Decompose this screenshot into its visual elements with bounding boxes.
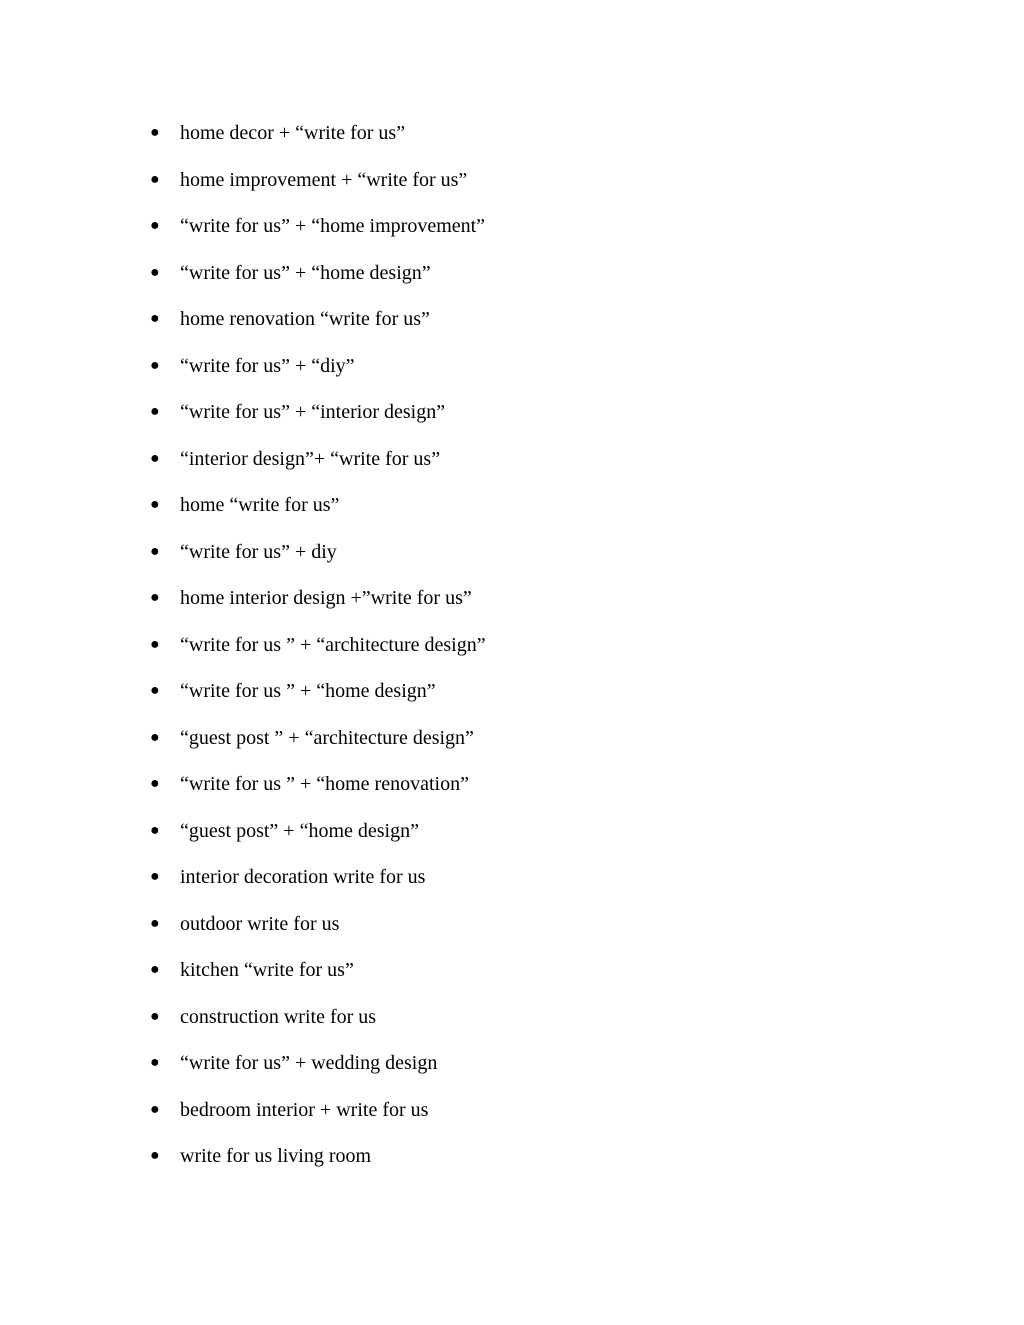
- bullet-dot-icon: ●: [150, 868, 160, 885]
- list-item: [150, 1136, 850, 1183]
- list-item-text: “write for us” + wedding design: [180, 1052, 438, 1074]
- list-item: [150, 811, 850, 858]
- list-item-text: home improvement + “write for us”: [180, 168, 468, 191]
- bullet-dot-icon: ●: [150, 775, 160, 792]
- bullet-dot-icon: ●: [150, 170, 160, 188]
- list-item-text: “write for us” + diy: [180, 540, 337, 563]
- keyword-bullet-list: [150, 113, 850, 1183]
- list-item-text: “guest post” + “home design”: [180, 819, 419, 842]
- list-item-text: home decor + “write for us”: [180, 122, 406, 144]
- bullet-dot-icon: ●: [150, 1147, 160, 1164]
- bullet-dot-icon: ●: [150, 449, 160, 467]
- bullet-dot-icon: ●: [150, 356, 160, 374]
- list-item-text: “write for us” + “home design”: [180, 261, 431, 284]
- list-item: [150, 346, 850, 393]
- list-item: [150, 253, 850, 300]
- list-item: [150, 578, 850, 625]
- list-item: [150, 532, 850, 579]
- list-item-text: “interior design”+ “write for us”: [180, 447, 441, 470]
- bullet-dot-icon: ●: [150, 682, 160, 699]
- list-item-text: “write for us” + “home improvement”: [180, 215, 486, 237]
- bullet-dot-icon: ●: [150, 124, 160, 141]
- list-item-text: bedroom interior + write for us: [180, 1098, 429, 1121]
- list-item-text: outdoor write for us: [180, 912, 340, 935]
- list-item: [150, 857, 850, 904]
- list-item: [150, 485, 850, 532]
- bullet-dot-icon: ●: [150, 961, 160, 978]
- list-item-text: “write for us” + “diy”: [180, 354, 355, 377]
- list-item: [150, 625, 850, 672]
- list-item-text: “write for us” + “interior design”: [180, 401, 446, 423]
- bullet-dot-icon: ●: [150, 1007, 160, 1025]
- list-item: [150, 1043, 850, 1090]
- list-item: [150, 206, 850, 253]
- bullet-dot-icon: ●: [150, 217, 160, 234]
- list-item-text: write for us living room: [180, 1145, 372, 1167]
- bullet-dot-icon: ●: [150, 1054, 160, 1071]
- list-item: [150, 160, 850, 207]
- list-item: [150, 997, 850, 1044]
- bullet-dot-icon: ●: [150, 914, 160, 932]
- list-item: [150, 671, 850, 718]
- list-item: [150, 1090, 850, 1137]
- list-item-text: kitchen “write for us”: [180, 959, 354, 981]
- list-item: [150, 904, 850, 951]
- list-item-text: home renovation “write for us”: [180, 308, 430, 330]
- bullet-dot-icon: ●: [150, 310, 160, 327]
- list-item: [150, 113, 850, 160]
- list-item: [150, 950, 850, 997]
- list-item: [150, 764, 850, 811]
- bullet-dot-icon: ●: [150, 542, 160, 560]
- bullet-dot-icon: ●: [150, 263, 160, 281]
- list-item: [150, 718, 850, 765]
- list-item-text: “write for us ” + “home design”: [180, 680, 436, 702]
- list-item-text: home “write for us”: [180, 494, 340, 516]
- bullet-dot-icon: ●: [150, 403, 160, 420]
- bullet-dot-icon: ●: [150, 496, 160, 513]
- bullet-dot-icon: ●: [150, 1100, 160, 1118]
- list-item-text: construction write for us: [180, 1005, 377, 1028]
- list-item: [150, 439, 850, 486]
- list-item-text: interior decoration write for us: [180, 866, 426, 888]
- list-item-text: “guest post ” + “architecture design”: [180, 726, 474, 749]
- list-item-text: home interior design +”write for us”: [180, 587, 472, 609]
- list-item: [150, 392, 850, 439]
- bullet-dot-icon: ●: [150, 635, 160, 653]
- bullet-dot-icon: ●: [150, 821, 160, 839]
- bullet-dot-icon: ●: [150, 589, 160, 606]
- bullet-dot-icon: ●: [150, 728, 160, 746]
- list-item: [150, 299, 850, 346]
- list-item-text: “write for us ” + “architecture design”: [180, 633, 486, 656]
- list-item-text: “write for us ” + “home renovation”: [180, 773, 469, 795]
